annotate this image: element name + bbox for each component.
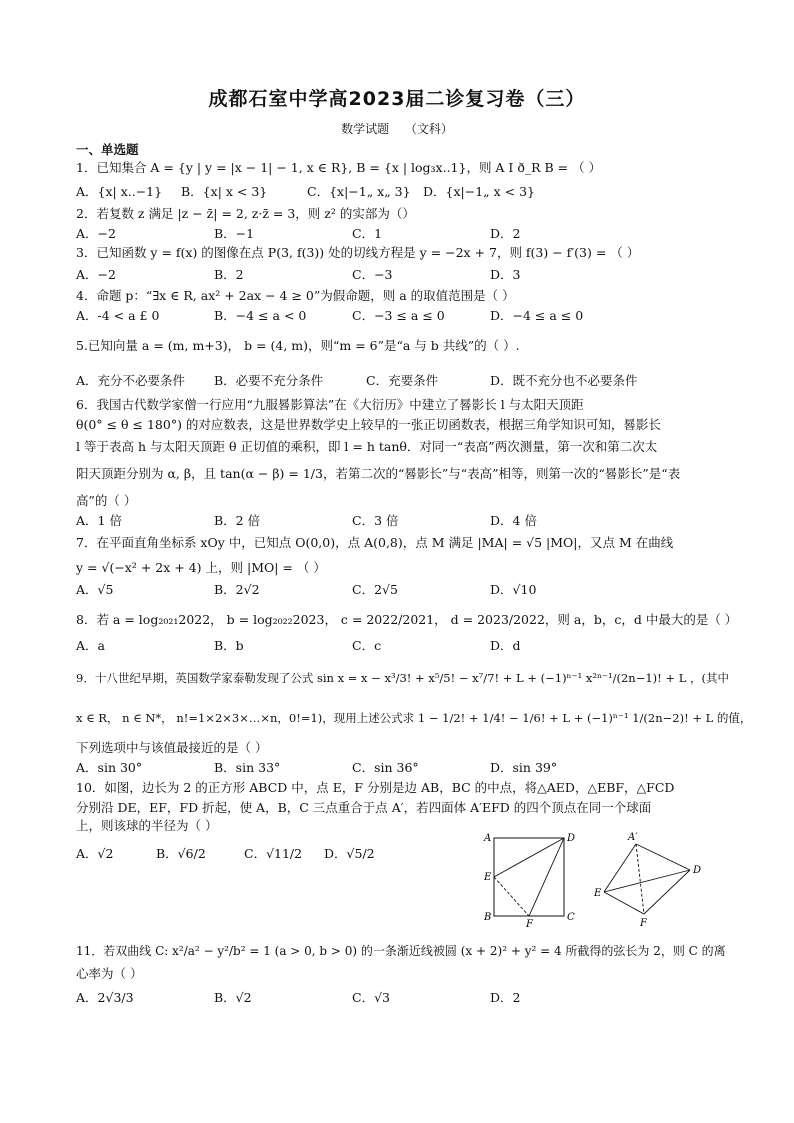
- q3-option-b: B．2: [214, 267, 244, 282]
- edge-a-f: [636, 844, 644, 914]
- q7-option-c: C．2√5: [352, 582, 398, 597]
- q10-figure: [478, 830, 718, 930]
- label-f: F: [526, 919, 533, 930]
- q9-line-3: 下列选项中与该值最接近的是（ ）: [76, 740, 268, 755]
- q5-option-b: B．必要不充分条件: [214, 373, 324, 388]
- q10-option-b: B．√6/2: [156, 846, 206, 861]
- q2-text: 2．若复数 z 满足 |z − z̄| = 2, z·z̄ = 3，则 z² 的实部为（）: [76, 206, 415, 221]
- q2-option-a: A．−2: [76, 226, 116, 241]
- q4-option-b: B．−4 ≤ a < 0: [214, 308, 307, 323]
- q8-option-d: D．d: [490, 638, 521, 653]
- subtitle-subject: 数学试题: [341, 122, 390, 136]
- q6-line-3: l 等于表高 h 与太阳天顶距 θ 正切值的乘积，即 l = h tanθ．对同一“表高”两次测量，第一次和第二次太: [76, 439, 658, 454]
- q9-option-a: A．sin 30°: [76, 760, 143, 775]
- q5-option-a: A．充分不必要条件: [76, 373, 186, 388]
- q10-line-3: 上，则该球的半径为（ ）: [76, 818, 218, 833]
- q11-option-d: D．2: [490, 990, 521, 1005]
- q9-option-d: D．sin 39°: [490, 760, 558, 775]
- q11-line-1: 11．若双曲线 C: x²/a² − y²/b² = 1 (a > 0, b > 0) 的一条渐近线被圆 (x + 2)² + y² = 4 所截得的弦长为 2，则 C 的离: [76, 944, 726, 958]
- q6-option-a: A．1 倍: [76, 513, 122, 528]
- q6-option-d: D．4 倍: [490, 513, 537, 528]
- q8-option-a: A．a: [76, 638, 105, 653]
- q3-option-a: A．−2: [76, 267, 116, 282]
- edge-f-d: [644, 870, 690, 914]
- label-e: E: [484, 872, 492, 883]
- q3-option-d: D．3: [490, 267, 521, 282]
- q1-option-d: D．{x|−1„ x < 3}: [423, 184, 535, 199]
- q1-text: 1．已知集合 A = {y | y = |x − 1| − 1, x ∈ R}, B = {x | log₃x..1}，则 A I ð_R B = （ ）: [76, 160, 602, 175]
- q10-option-a: A．√2: [76, 846, 114, 861]
- q8-option-b: B．b: [214, 638, 244, 653]
- q1-option-a: A．{x| x..−1}: [76, 184, 163, 199]
- q10-line-2: 分别沿 DE，EF，FD 折起，使 A，B，C 三点重合于点 A′，若四面体 A′EFD 的四个顶点在同一个球面: [76, 800, 652, 815]
- q4-option-a: A．-4 < a £ 0: [76, 308, 160, 323]
- q6-option-b: B．2 倍: [214, 513, 261, 528]
- q11-option-b: B．√2: [214, 990, 252, 1005]
- q9-option-c: C．sin 36°: [352, 760, 419, 775]
- q5-option-d: D．既不充分也不必要条件: [490, 373, 638, 388]
- q10-option-c: C．√11/2: [244, 846, 303, 861]
- q6-option-c: C．3 倍: [352, 513, 399, 528]
- q5-option-c: C．充要条件: [366, 373, 439, 388]
- q2-option-c: C．1: [352, 226, 383, 241]
- q6-line-4: 阳天顶距分别为 α, β，且 tan(α − β) = 1/3，若第二次的“晷影长”与“表高”相等，则第一次的“晷影长”是“表: [76, 466, 681, 481]
- q7-option-b: B．2√2: [214, 582, 260, 597]
- q9-line-1: 9．十八世纪早期，英国数学家泰勒发现了公式 sin x = x − x³/3! + x⁵/5! − x⁷/7! + L + (−1)ⁿ⁻¹ x²ⁿ⁻¹/(2n−1)! + L ，(其中: [76, 671, 729, 685]
- segment-fd: [529, 838, 564, 916]
- q3-option-c: C．−3: [352, 267, 393, 282]
- q5-text: 5.已知向量 a = (m, m+3)， b = (4, m)，则“m = 6”是“a 与 b 共线”的（ ）.: [76, 338, 520, 353]
- subtitle-track: （文科）: [404, 122, 453, 136]
- q6-line-5: 高”的（ ）: [76, 493, 137, 508]
- exam-subtitle: [0, 120, 794, 137]
- q7-line-2: y = √(−x² + 2x + 4) 上，则 |MO| = （ ）: [76, 560, 326, 575]
- q11-option-a: A．2√3/3: [76, 990, 134, 1005]
- q11-line-2: 心率为（ ）: [76, 966, 143, 981]
- q8-option-c: C．c: [352, 638, 382, 653]
- exam-title: 成都石室中学高2023届二诊复习卷（三）: [208, 88, 586, 110]
- q9-option-b: B．sin 33°: [214, 760, 281, 775]
- q4-option-c: C．−3 ≤ a ≤ 0: [352, 308, 445, 323]
- segment-ed: [494, 838, 564, 877]
- q4-option-d: D．−4 ≤ a ≤ 0: [490, 308, 584, 323]
- q7-option-d: D．√10: [490, 582, 537, 597]
- q6-line-2: θ(0° ≤ θ ≤ 180°) 的对应数表，这是世界数学史上较早的一张正切函数表，根据三角学知识可知，晷影长: [76, 417, 661, 432]
- edge-e-f: [604, 892, 644, 914]
- label-e2: E: [594, 888, 602, 899]
- square-abcd: [494, 838, 564, 916]
- q9-line-2: x ∈ R， n ∈ N*， n!=1×2×3×…×n，0!=1)，现用上述公式求 1 − 1/2! + 1/4! − 1/6! + L + (−1)ⁿ⁻¹ 1/(2n−2)! + L 的值，: [76, 711, 752, 725]
- q7-line-1: 7．在平面直角坐标系 xOy 中，已知点 O(0,0)，点 A(0,8)，点 M 满足 |MA| = √5 |MO|，又点 M 在曲线: [76, 535, 674, 550]
- label-c: C: [567, 912, 575, 923]
- label-b: B: [484, 912, 492, 923]
- q3-text: 3．已知函数 y = f(x) 的图像在点 P(3, f(3)) 处的切线方程是 y = −2x + 7，则 f(3) − f′(3) = （ ）: [76, 245, 640, 260]
- q6-line-1: 6．我国古代数学家僧一行应用“九服晷影算法”在《大衍历》中建立了晷影长 l 与太阳天顶距: [76, 397, 584, 412]
- q1-option-b: B．{x| x < 3}: [181, 184, 268, 199]
- q10-option-d: D．√5/2: [324, 846, 375, 861]
- edge-a-d: [636, 844, 690, 870]
- label-d: D: [567, 833, 576, 844]
- q2-option-d: D．2: [490, 226, 521, 241]
- q2-option-b: B．−1: [214, 226, 255, 241]
- label-f2: F: [640, 918, 647, 929]
- section-heading: 一、单选题: [76, 142, 139, 157]
- q10-line-1: 10．如图，边长为 2 的正方形 ABCD 中，点 E，F 分别是边 AB，BC 的中点，将△AED，△EBF，△FCD: [76, 780, 675, 795]
- q11-option-c: C．√3: [352, 990, 390, 1005]
- label-d2: D: [693, 865, 702, 876]
- segment-ef: [494, 877, 529, 916]
- q1-option-c: C．{x|−1„ x„ 3}: [307, 184, 411, 199]
- q4-text: 4．命题 p：“∃x ∈ R, ax² + 2ax − 4 ≥ 0”为假命题，则 a 的取值范围是（ ）: [76, 288, 515, 303]
- label-a-prime: A′: [628, 832, 638, 843]
- q7-option-a: A．√5: [76, 582, 114, 597]
- q8-text: 8．若 a = log₂₀₂₁2022， b = log₂₀₂₂2023， c = 2022/2021， d = 2023/2022，则 a，b，c，d 中最大的是（ ）: [76, 612, 738, 627]
- label-a: A: [484, 833, 492, 844]
